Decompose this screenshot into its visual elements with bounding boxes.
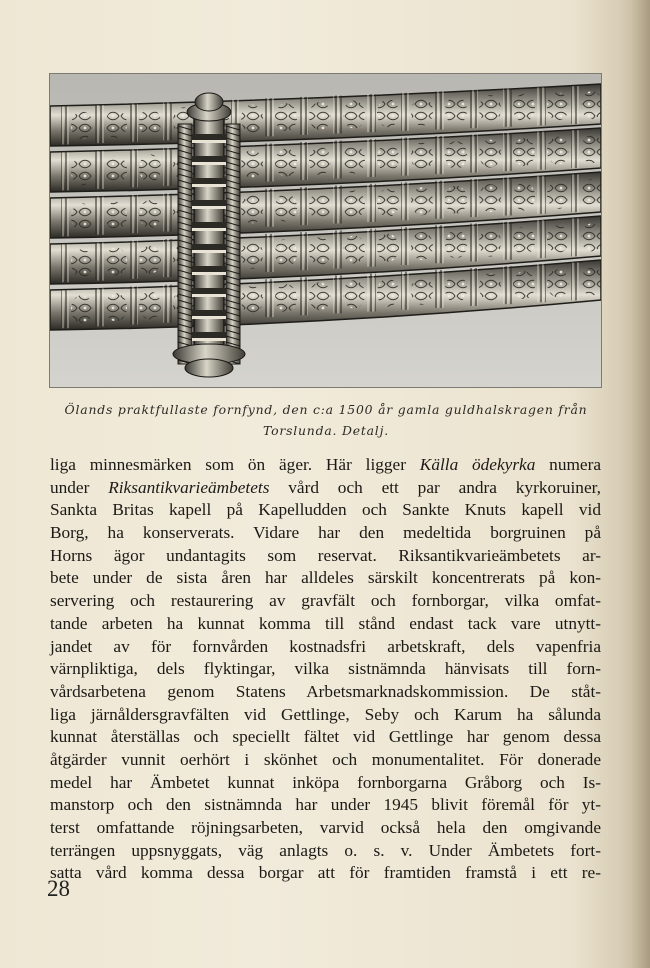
text-run: åtgärder vunnit oerhört i skönhet och monumentalitet. För donerade — [50, 749, 601, 769]
text-run: servering och restaurering av gravfält och fornborgar, vilka omfat- — [50, 591, 601, 611]
gold-collar-illustration — [50, 74, 601, 387]
text-run: vårdsarbetena genom Statens Arbetsmarknadskommission. De ståt- — [50, 681, 601, 701]
body-text — [50, 454, 601, 885]
text-run: Sankta Britas kapell på Kapelludden och Sankte Knuts kapell vid — [50, 500, 601, 520]
text-run: terst omfattande röjningsarbeten, varvid också hela den omgivande — [50, 818, 601, 837]
body-line — [50, 567, 601, 590]
body-line — [50, 636, 601, 659]
body-line — [50, 749, 601, 772]
page-number: 28 — [47, 876, 70, 901]
body-line — [50, 840, 601, 863]
text-run: Horns ägor undantagits som reservat. Riksantikvarieämbetets ar- — [50, 545, 601, 565]
text-run: manstorp och den sistnämnda har under 1945 blivit föremål för yt- — [50, 795, 601, 815]
body-line — [50, 772, 601, 795]
body-line — [50, 613, 601, 636]
body-line — [50, 817, 601, 840]
text-run: liga järnåldersgravfälten vid Gettlinge, Seby och Karum ha sålunda — [50, 704, 601, 724]
body-line — [50, 477, 601, 500]
collar-clasp — [173, 93, 245, 377]
text-run: värnpliktiga, dels flyktingar, vilka sistnämnda hänvisats till forn- — [50, 659, 601, 679]
text-run: medel har Ämbetet kunnat inköpa fornborgarna Gråborg och Is- — [50, 772, 601, 792]
body-line — [50, 499, 601, 522]
photo-gold-collar — [49, 73, 602, 388]
body-line — [50, 726, 601, 749]
body-line — [50, 658, 601, 681]
caption-line-2: Torslunda. Detalj. — [263, 423, 389, 438]
text-run: tande arbeten ha kunnat komma till stånd endast tack vare utnytt- — [50, 613, 601, 633]
text-run: jandet av för fornvården kostnadsfri arbetskraft, dels vapenfria — [50, 636, 601, 656]
body-line — [50, 704, 601, 727]
text-run: terrängen uppsnyggats, väg anlagts o. s. v. Under Ämbetets fort- — [50, 840, 601, 860]
italic-phrase: Källa ödekyrka — [419, 455, 536, 474]
body-line — [50, 454, 601, 477]
body-line — [50, 522, 601, 545]
caption-line-1: Ölands praktfullaste fornfynd, den c:a 1500 år gamla guldhalskragen från — [64, 402, 588, 417]
figure-caption — [40, 399, 612, 441]
body-line — [50, 681, 601, 704]
text-run: satta vård komma dessa borgar att för framtiden framstå i ett re- — [50, 863, 601, 883]
page-edge — [632, 0, 650, 968]
body-line — [50, 590, 601, 613]
body-line — [50, 545, 601, 568]
text-run: Borg, ha konserverats. Vidare har den medeltida borgruinen på — [50, 523, 601, 543]
italic-phrase: Riksantikvarieämbetets — [108, 477, 270, 497]
body-line — [50, 862, 601, 885]
text-run: liga minnesmärken som ön äger. Här ligger — [50, 455, 420, 474]
text-run: bete under de sista åren har alldeles särskilt koncentrerats på kon- — [50, 568, 601, 588]
text-run: under — [50, 477, 109, 497]
text-run: kunnat återställas och speciellt fältet vid Gettlinge har genom dessa — [50, 727, 601, 747]
text-run: numera — [535, 455, 601, 474]
text-run: vård och ett par andra kyrkoruiner, — [269, 477, 601, 497]
body-line — [50, 794, 601, 817]
